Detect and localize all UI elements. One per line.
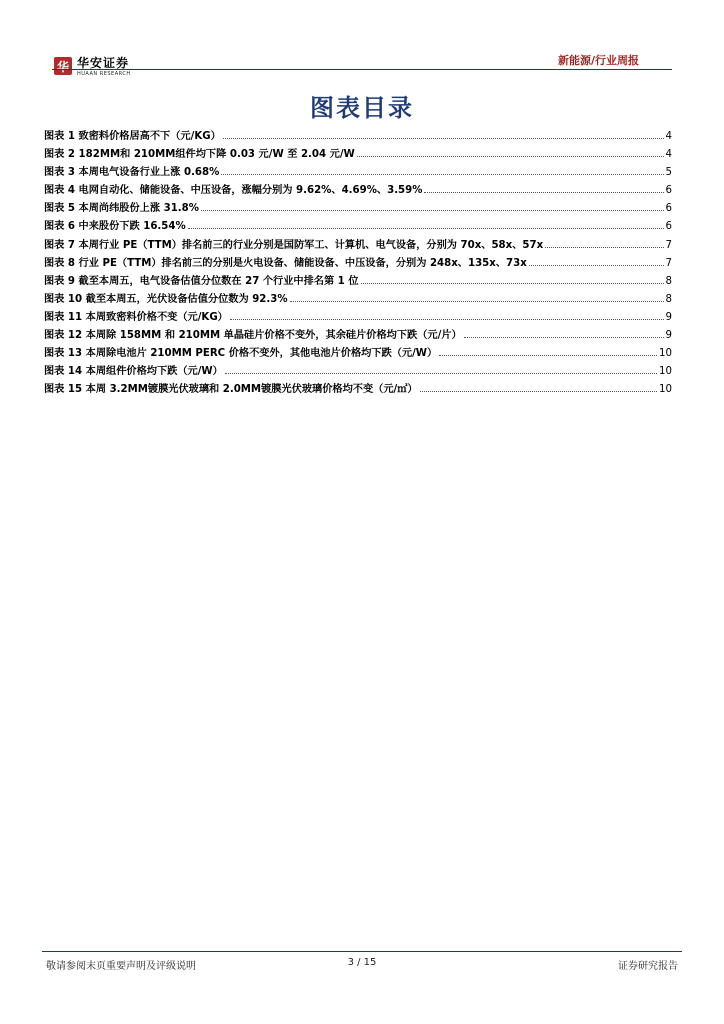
toc-entry[interactable] (44, 272, 672, 290)
toc-entry[interactable] (44, 362, 672, 380)
toc-leader-dots (529, 257, 664, 266)
toc-entry-label: 图表 14 本周组件价格均下跌（元/W） (44, 366, 223, 378)
toc-leader-dots (201, 202, 664, 211)
toc-entry-page: 6 (665, 203, 672, 215)
toc-entry[interactable] (44, 236, 672, 254)
toc-leader-dots (424, 184, 663, 193)
logo-chinese-name: 华安证券 (77, 56, 130, 70)
toc-entry[interactable] (44, 254, 672, 272)
toc-entry[interactable] (44, 145, 672, 163)
toc-leader-dots (290, 293, 664, 302)
page-title: 图表目录 (310, 93, 414, 122)
toc-leader-dots (439, 347, 657, 356)
toc-entry[interactable] (44, 163, 672, 181)
toc-entry-page: 6 (665, 185, 672, 197)
toc-entry-label: 图表 11 本周致密料价格不变（元/KG） (44, 311, 228, 323)
toc-entry-page: 8 (665, 293, 672, 305)
toc-entry-label: 图表 12 本周除 158MM 和 210MM 单晶硅片价格不变外，其余硅片价格均下跌（元/片） (44, 330, 462, 342)
toc-entry[interactable] (44, 127, 672, 145)
toc-entry[interactable] (44, 290, 672, 308)
toc-entry-page: 4 (665, 149, 672, 161)
toc-entry-page: 10 (659, 348, 672, 360)
toc-leader-dots (464, 329, 664, 338)
toc-leader-dots (223, 130, 664, 139)
toc-entry-label: 图表 3 本周电气设备行业上涨 0.68% (44, 167, 220, 179)
toc-entry-label: 图表 6 中来股份下跌 16.54% (44, 221, 186, 233)
toc-leader-dots (420, 383, 657, 392)
company-logo (54, 57, 131, 78)
toc-leader-dots (545, 239, 663, 248)
toc-entry-page: 8 (665, 275, 672, 287)
toc-entry-page: 6 (665, 221, 672, 233)
toc-entry-page: 5 (665, 167, 672, 179)
footer-page-number: 3 / 15 (347, 957, 377, 968)
toc-leader-dots (188, 220, 664, 229)
report-category: 新能源/行业周报 (557, 54, 639, 67)
logo-english-name: HUAAN RESEARCH (77, 71, 131, 77)
toc-leader-dots (357, 148, 664, 157)
toc-entry-label: 图表 9 截至本周五，电气设备估值分位数在 27 个行业中排名第 1 位 (44, 275, 359, 287)
toc-entry[interactable] (44, 181, 672, 199)
toc-entry-page: 7 (665, 239, 672, 251)
toc-entry[interactable] (44, 326, 672, 344)
toc-entry-label: 图表 13 本周除电池片 210MM PERC 价格不变外，其他电池片价格均下跌（元/W） (44, 348, 438, 360)
toc-entry-label: 图表 1 致密料价格居高不下（元/KG） (44, 131, 221, 142)
footer-divider (42, 951, 682, 952)
toc-entry-label: 图表 2 182MM和 210MM组件均下降 0.03 元/W 至 2.04 元/W (44, 149, 355, 161)
toc-entry-label: 图表 7 本周行业 PE（TTM）排名前三的行业分别是国防军工、计算机、电气设备，分别为 70x、58x、57x (44, 239, 544, 251)
toc-entry-label: 图表 8 行业 PE（TTM）排名前三的分别是火电设备、储能设备、中压设备，分别为 248x、135x、73x (44, 257, 527, 269)
toc-entry[interactable] (44, 217, 672, 235)
toc-entry-page: 9 (665, 330, 672, 342)
toc-entry[interactable] (44, 344, 672, 362)
toc-entry-label: 图表 4 电网自动化、储能设备、中压设备，涨幅分别为 9.62%、4.69%、3.59% (44, 185, 423, 197)
logo-seal-icon: 华 (54, 57, 72, 75)
toc-entry-page: 9 (665, 311, 672, 323)
toc-leader-dots (221, 166, 663, 175)
toc-entry[interactable] (44, 380, 672, 398)
toc-entry[interactable] (44, 308, 672, 326)
toc-leader-dots (225, 365, 657, 374)
toc-entry-label: 图表 5 本周尚纬股份上涨 31.8% (44, 203, 199, 215)
toc-entry-page: 10 (659, 384, 672, 396)
toc-entry[interactable] (44, 199, 672, 217)
toc-entry-page: 7 (665, 257, 672, 269)
toc-entry-label: 图表 10 截至本周五，光伏设备估值分位数为 92.3% (44, 293, 288, 305)
footer-disclaimer: 敬请参阅末页重要声明及评级说明 (46, 961, 196, 972)
toc-leader-dots (361, 275, 664, 284)
table-of-contents (44, 127, 672, 398)
toc-entry-label: 图表 15 本周 3.2MM镀膜光伏玻璃和 2.0MM镀膜光伏玻璃价格均不变（元/㎡） (44, 384, 418, 396)
header-divider (52, 69, 672, 70)
footer-doc-type: 证券研究报告 (618, 961, 678, 972)
toc-entry-page: 4 (665, 131, 672, 142)
toc-entry-page: 10 (659, 366, 672, 378)
toc-leader-dots (230, 311, 664, 320)
